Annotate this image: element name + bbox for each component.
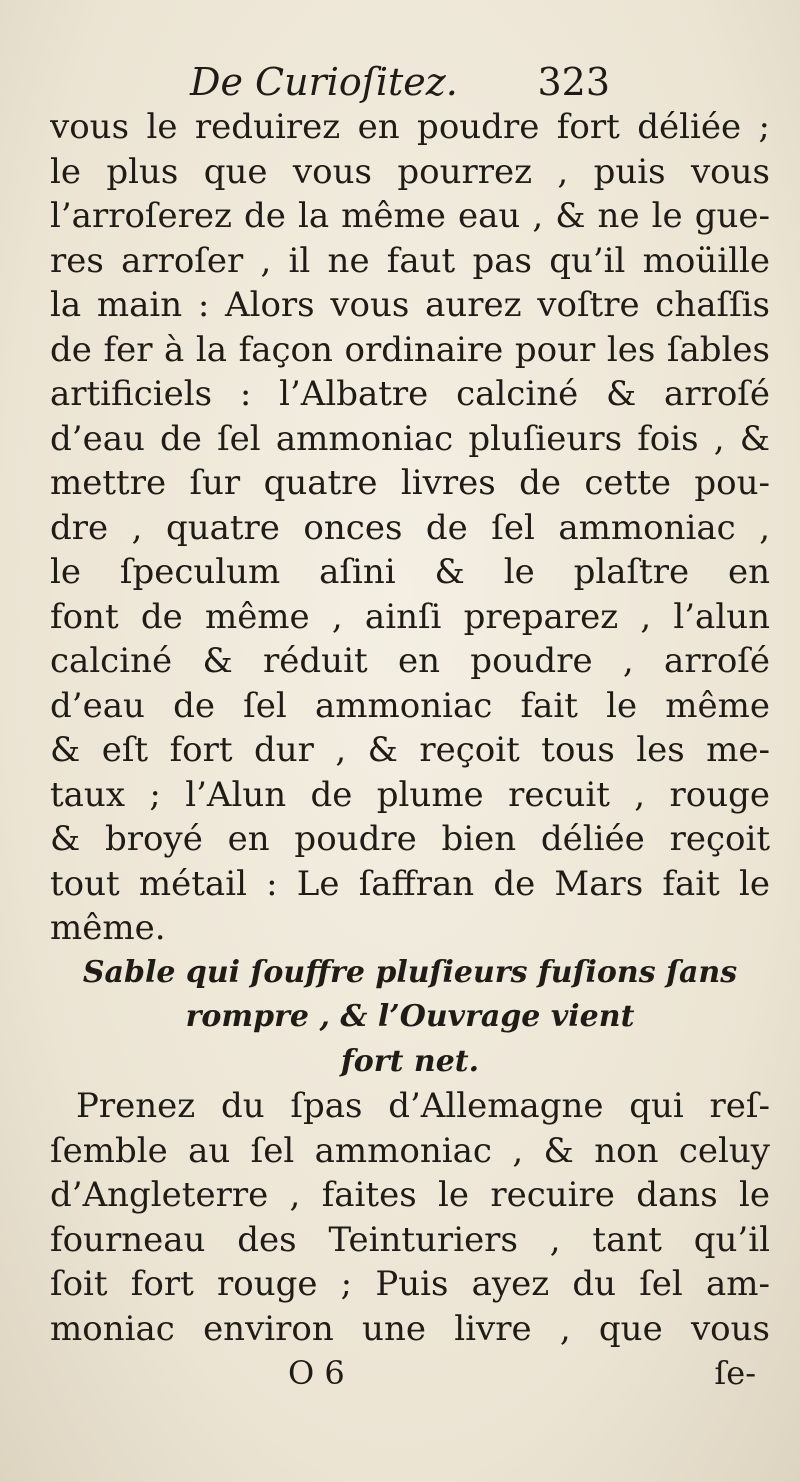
text-line: le plus que vous pourrez , puis vous bbox=[50, 151, 770, 192]
text-line: ſoit fort rouge ; Puis ayez du ſel am- bbox=[50, 1264, 770, 1304]
text-line: & eſt fort dur , & reçoit tous les me- bbox=[50, 730, 770, 770]
text-line: de fer à la façon ordinaire pour les ſables bbox=[50, 329, 770, 370]
running-title: De Curioſitez. bbox=[190, 60, 458, 104]
text-line: moniac environ une livre , que vous bbox=[50, 1308, 770, 1349]
text-line: d’eau de ſel ammoniac fait le même bbox=[50, 685, 770, 726]
text-line: res arroſer , il ne faut pas qu’il moüille bbox=[50, 240, 770, 281]
section-heading: Sable qui ſouffre pluſieurs fuſions ſans bbox=[82, 954, 738, 990]
text-line: taux ; l’Alun de plume recuit , rouge bbox=[50, 774, 770, 815]
text-line: & broyé en poudre bien déliée reçoit bbox=[50, 819, 770, 859]
text-line: d’eau de ſel ammoniac pluſieurs fois , & bbox=[50, 418, 770, 459]
signature-mark: O 6 bbox=[288, 1354, 345, 1392]
text-line: calciné & réduit en poudre , arroſé bbox=[50, 641, 770, 681]
text-line: ſemble au ſel ammoniac , & non celuy bbox=[50, 1130, 770, 1171]
text-line: la main : Alors vous aurez voſtre chaſſis bbox=[50, 285, 770, 325]
text-line: l’arroſerez de la même eau , & ne le gue- bbox=[50, 196, 770, 236]
text-line: fourneau des Teinturiers , tant qu’il bbox=[50, 1219, 770, 1260]
page-footer bbox=[50, 1351, 770, 1396]
page-number: 323 bbox=[537, 60, 610, 104]
body-text bbox=[50, 105, 770, 1396]
text-line: même. bbox=[50, 908, 166, 948]
text-line: le ſpeculum aſini & le plaſtre en bbox=[50, 552, 770, 592]
section-heading: rompre , & l’Ouvrage vient bbox=[185, 999, 635, 1034]
page-header bbox=[190, 60, 610, 108]
section-heading: fort net. bbox=[340, 1043, 480, 1079]
text-line: Prenez du ſpas d’Allemagne qui reſ- bbox=[76, 1086, 770, 1126]
text-line: font de même , ainſi preparez , l’alun bbox=[50, 596, 770, 637]
text-line: artificiels : l’Albatre calciné & arroſé bbox=[50, 374, 770, 414]
text-line: tout métail : Le ſaffran de Mars fait le bbox=[50, 863, 770, 904]
text-line: vous le reduirez en poudre fort déliée ; bbox=[50, 107, 770, 147]
text-line: dre , quatre onces de ſel ammoniac , bbox=[50, 507, 770, 548]
catchword: ſe- bbox=[714, 1354, 756, 1392]
text-line: d’Angleterre , faites le recuire dans le bbox=[50, 1175, 770, 1215]
text-line: mettre ſur quatre livres de cette pou- bbox=[50, 463, 770, 503]
